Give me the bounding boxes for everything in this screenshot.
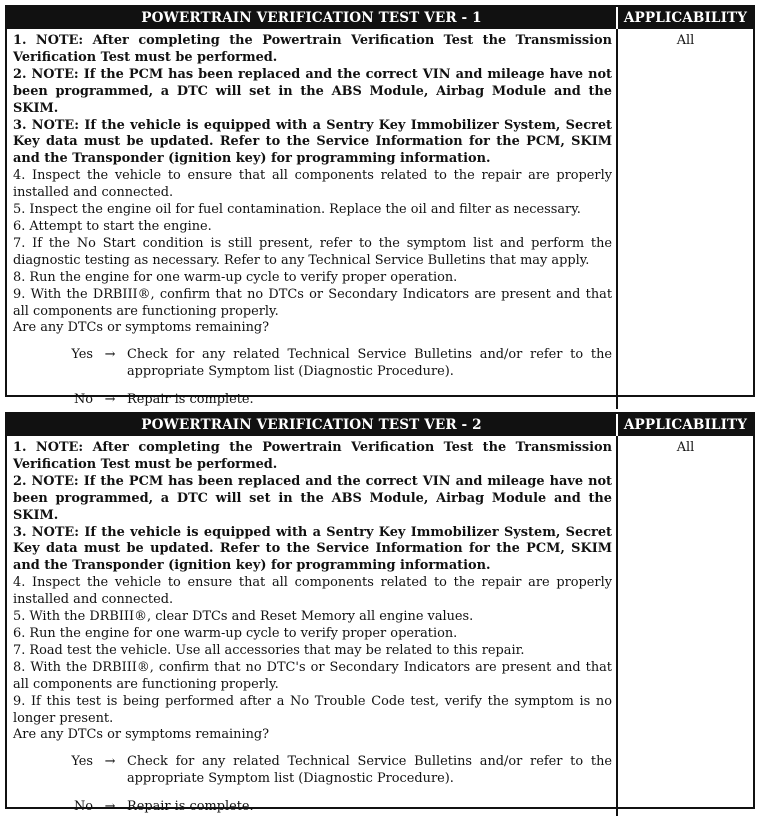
right-arrow-icon: →	[104, 799, 116, 815]
applicability-header: APPLICABILITY	[616, 7, 753, 29]
step-4: 4. Inspect the vehicle to ensure that all components related to the repair are properly installed and connected.	[13, 575, 612, 608]
step-8: 8. With the DRBIII®, confirm that no DTC's or Secondary Indicators are present and that all components are functioning properly.	[13, 659, 612, 692]
no-label: No	[73, 799, 93, 815]
step-3-note: 3. NOTE: If the vehicle is equipped with a Sentry Key Immobilizer System, Secret Key data must be updated. Refer to the Service Information for the PCM, SKIM and the Transponder (ignition key) for programming information.	[13, 524, 612, 574]
yes-action: Check for any related Technical Service Bulletins and/or refer to the appropriate Symptom list (Diagnostic Procedure).	[127, 347, 612, 380]
step-6: 6. Run the engine for one warm-up cycle to verify proper operation.	[13, 625, 458, 641]
no-answer	[13, 392, 612, 409]
yes-action: Check for any related Technical Service Bulletins and/or refer to the appropriate Symptom list (Diagnostic Procedure).	[127, 754, 612, 787]
step-2-note: 2. NOTE: If the PCM has been replaced and the correct VIN and mileage have not been programmed, a DTC will set in the ABS Module, Airbag Module and the SKIM.	[13, 66, 612, 116]
yes-label: Yes	[71, 754, 93, 770]
table-title: POWERTRAIN VERIFICATION TEST VER - 1	[7, 7, 616, 29]
verification-table-2	[5, 412, 755, 815]
step-7: 7. If the No Start condition is still present, refer to the symptom list and perform the diagnostic testing as necessary. Refer to any Technical Service Bulletins that may apply.	[13, 235, 612, 268]
step-5: 5. With the DRBIII®, clear DTCs and Reset Memory all engine values.	[13, 609, 474, 625]
applicability-header: APPLICABILITY	[616, 414, 753, 436]
yes-label: Yes	[71, 347, 93, 363]
verification-table-1	[5, 5, 755, 408]
step-3-note: 3. NOTE: If the vehicle is equipped with a Sentry Key Immobilizer System, Secret Key data must be updated. Refer to the Service Information for the PCM, SKIM and the Transponder (ignition key) for programming information.	[13, 117, 612, 167]
question: Are any DTCs or symptoms remaining?	[13, 727, 270, 743]
right-arrow-icon: →	[104, 754, 116, 770]
procedure-steps	[7, 436, 616, 816]
right-arrow-icon: →	[104, 392, 116, 408]
no-answer	[13, 799, 612, 816]
yes-answer	[13, 754, 612, 788]
step-9: 9. If this test is being performed after a No Trouble Code test, verify the symptom is no longer present.	[13, 693, 612, 726]
right-arrow-icon: →	[104, 347, 116, 363]
yes-answer	[13, 347, 612, 381]
step-8: 8. Run the engine for one warm-up cycle to verify proper operation.	[13, 269, 458, 285]
procedure-steps	[7, 29, 616, 409]
question: Are any DTCs or symptoms remaining?	[13, 320, 270, 336]
step-9: 9. With the DRBIII®, confirm that no DTCs or Secondary Indicators are present and that all components are functioning properly.	[13, 286, 612, 319]
step-4: 4. Inspect the vehicle to ensure that all components related to the repair are properly installed and connected.	[13, 168, 612, 201]
step-6: 6. Attempt to start the engine.	[13, 218, 212, 234]
applicability-value: All	[616, 29, 753, 409]
table-title: POWERTRAIN VERIFICATION TEST VER - 2	[7, 414, 616, 436]
step-2-note: 2. NOTE: If the PCM has been replaced and the correct VIN and mileage have not been programmed, a DTC will set in the ABS Module, Airbag Module and the SKIM.	[13, 473, 612, 523]
applicability-value: All	[616, 436, 753, 816]
step-1-note: 1. NOTE: After completing the Powertrain Verification Test the Transmission Verification Test must be performed.	[13, 440, 612, 472]
step-5: 5. Inspect the engine oil for fuel contamination. Replace the oil and filter as necessary.	[13, 202, 581, 218]
step-7: 7. Road test the vehicle. Use all accessories that may be related to this repair.	[13, 642, 525, 658]
no-label: No	[73, 392, 93, 408]
no-action: Repair is complete.	[127, 799, 254, 815]
no-action: Repair is complete.	[127, 392, 254, 408]
step-1-note: 1. NOTE: After completing the Powertrain Verification Test the Transmission Verification Test must be performed.	[13, 33, 612, 65]
